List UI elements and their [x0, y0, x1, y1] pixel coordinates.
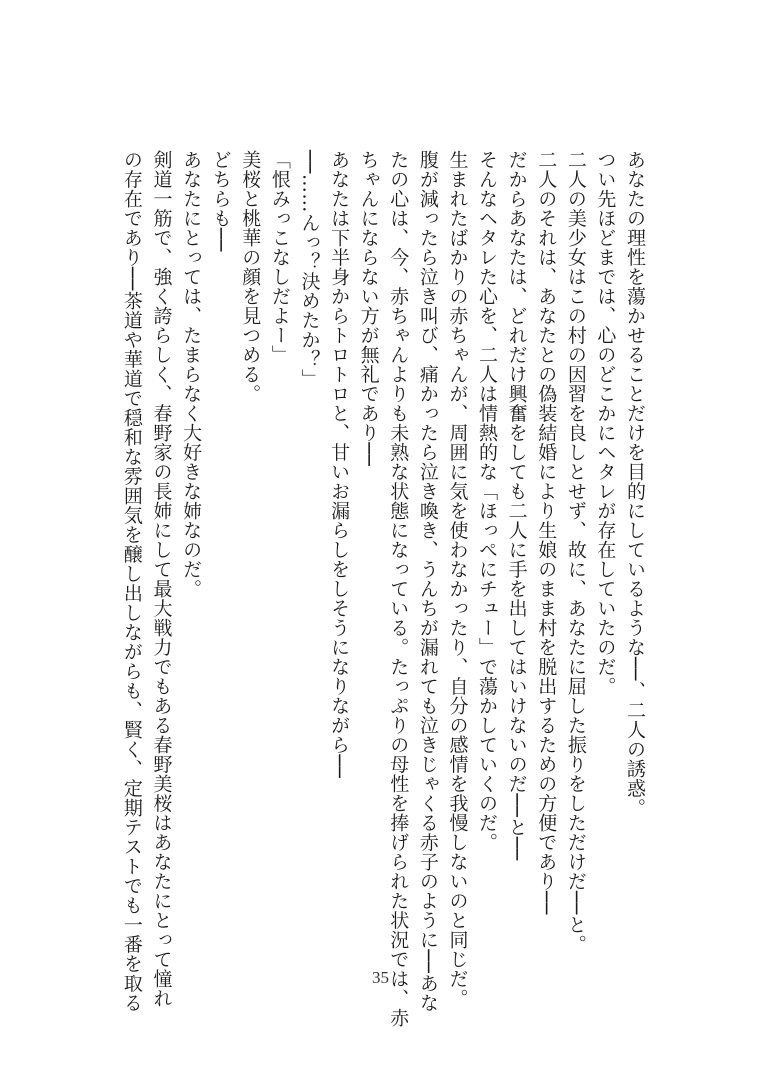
- text-line: つい先ほどまでは、心のどこかにヘタレが存在していたのだ。: [594, 150, 617, 696]
- text-line: あなたの理性を蕩かせることだけを目的にしているような──、二人の誘惑。: [624, 150, 646, 818]
- text-line: 「恨みっこなしだよー」: [268, 150, 291, 365]
- text-line: そんなヘタレた心を、二人は情熱的な「ほっぺにチュー」で蕩かしていくのだ。: [476, 150, 499, 852]
- text-line: 二人のそれは、あなたとの偽装結婚により生娘のまま村を脱出するための方便であり──: [535, 150, 558, 915]
- text-line: 剣道一筋で、強く誇らしく、春野家の長姉にして最大戦力でもある春野美桜はあなたにとって憧れ: [150, 150, 173, 1008]
- text-line: の存在であり──茶道や華道で穏和な雰囲気を醸し出しながらも、賢く、定期テストでも一番を取る: [120, 150, 143, 1013]
- text-line: 腹が減ったら泣き叫び、痛かったら泣き喚き、うんちが漏れても泣きじゃくる赤子のように──あな: [416, 150, 439, 1013]
- text-line: ちゃんにならない方が無礼であり──: [357, 150, 380, 467]
- page-number: 35: [372, 968, 389, 987]
- text-line: あなたにとっては、たまらなく大好きな姉なのだ。: [180, 150, 203, 599]
- text-line: 美桜と桃華の顔を見つめる。: [239, 150, 262, 404]
- text-line: ──……んっ？決めたか？」: [298, 150, 321, 389]
- text-line: たの心は、今、赤ちゃんよりも未熟な状態になっている。たっぷりの母性を捧げられた状況では、赤: [387, 150, 410, 1028]
- text-line: どちらも──: [209, 150, 232, 252]
- text-line: 二人の美少女はこの村の因習を良しとせず、故に、あなたに屈した振りをしただけだ──と。: [564, 150, 587, 954]
- text-line: 生まれたばかりの赤ちゃんが、周囲に気を使わなかったり、自分の感情を我慢しないのと同じだ。: [446, 150, 469, 1008]
- text-line: あなたは下半身からトロトロと、甘いお漏らしをしそうになりながら──: [328, 150, 351, 779]
- text-line: だからあなたは、どれだけ興奮をしても二人に手を出してはいけないのだ──と──: [505, 150, 528, 861]
